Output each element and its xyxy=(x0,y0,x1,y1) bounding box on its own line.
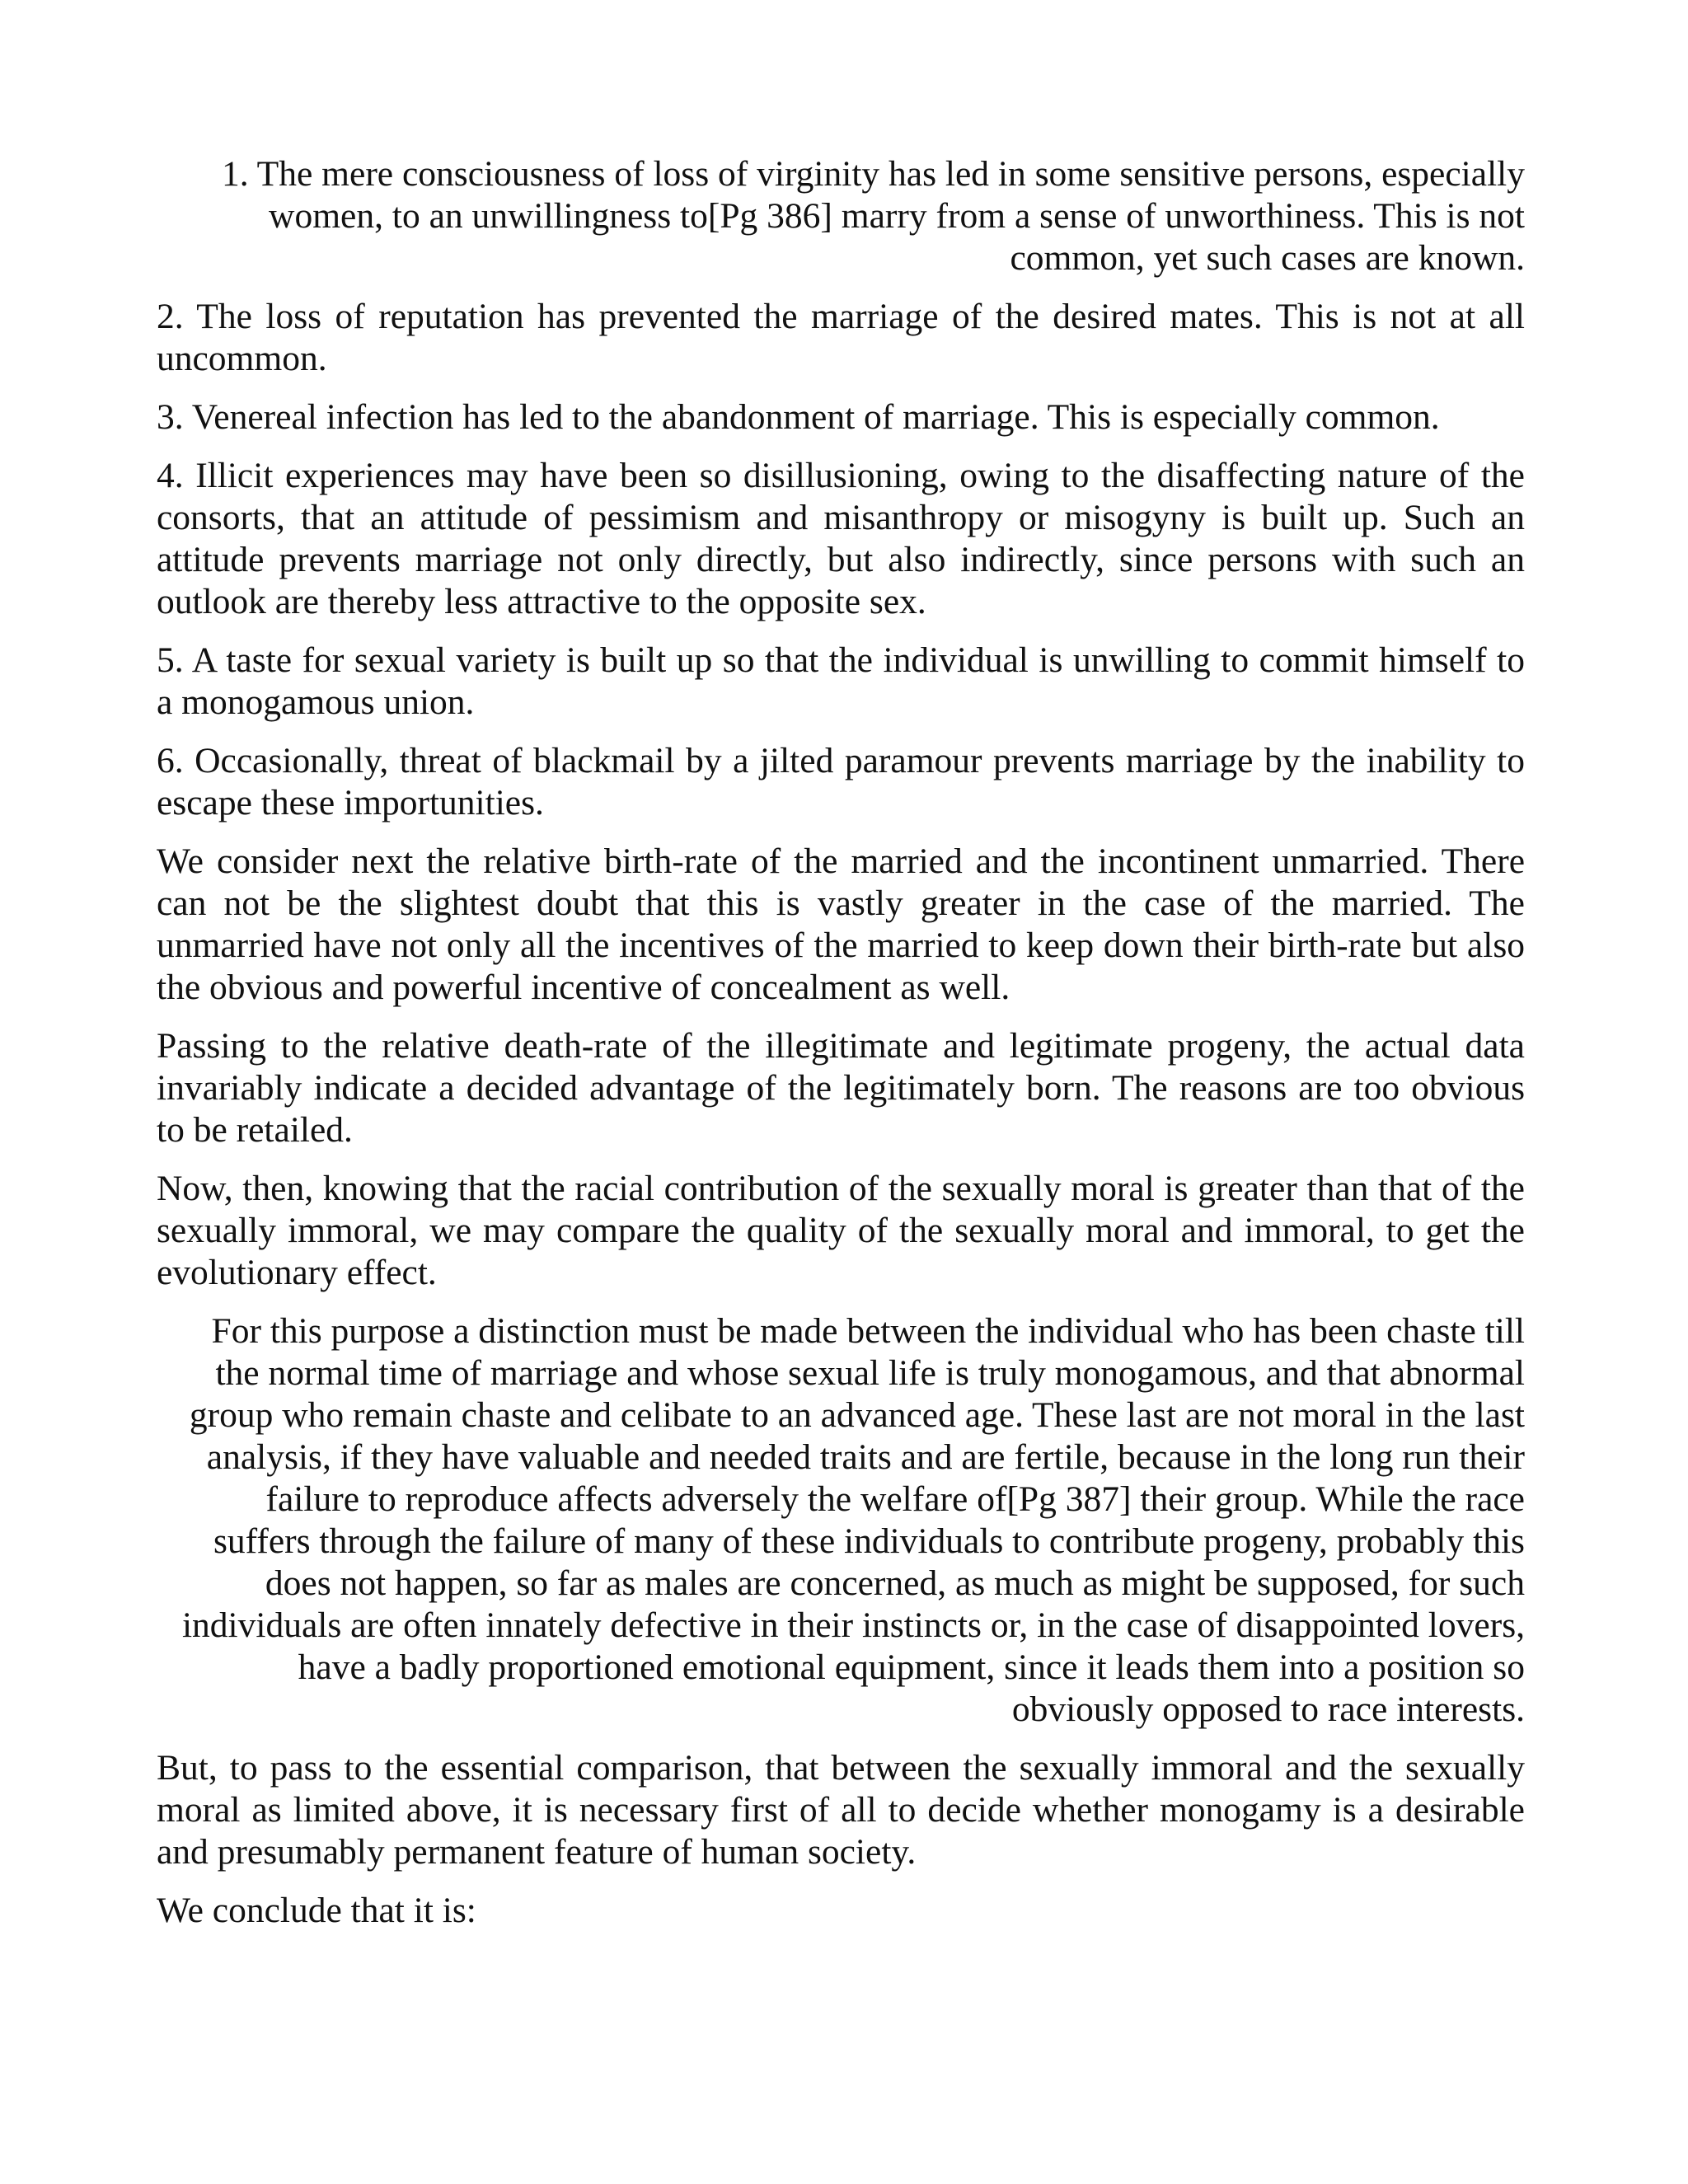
paragraph-death-rate: Passing to the relative death-rate of the illegitimate and legitimate progeny, the actual data invariably indicate a decided advantage of the legitimately born. The reasons are too obvious to be retailed. xyxy=(157,1026,1525,1150)
paragraph-reason-6: 6. Occasionally, threat of blackmail by a jilted paramour prevents marriage by the inability to escape these importunities. xyxy=(157,741,1525,823)
paragraph-reason-1: 1. The mere consciousness of loss of virginity has led in some sensitive persons, especially women, to an unwillingness to[Pg 386] marry from a sense of unworthiness. This is not common, yet such cases are known. xyxy=(221,154,1525,278)
paragraph-reason-2: 2. The loss of reputation has prevented the marriage of the desired mates. This is not at all uncommon. xyxy=(157,297,1525,378)
paragraph-chaste-distinction: For this purpose a distinction must be made between the individual who has been chaste till the normal time of marriage and whose sexual life is truly monogamous, and that abnormal group who remain chaste and celibate to an advanced age. These last are not moral in the last analysis, if they have valuable and needed traits and are fertile, because in the long run their failure to reproduce affects adversely the welfare of[Pg 387] their group. While the race suffers through the failure of many of these individuals to contribute progeny, probably this does not happen, so far as males are concerned, as much as might be supposed, for such individuals are often innately defective in their instincts or, in the case of disappointed lovers, have a badly proportioned emotional equipment, since it leads them into a position so obviously opposed to race interests. xyxy=(181,1311,1525,1729)
document-page xyxy=(157,153,1525,1932)
paragraph-reason-4: 4. Illicit experiences may have been so disillusioning, owing to the disaffecting nature of the consorts, that an attitude of pessimism and misanthropy or misogyny is built up. Such an attitude prevents marriage not only directly, but also indirectly, since persons with such an outlook are thereby less attractive to the opposite sex. xyxy=(157,456,1525,621)
paragraph-conclusion: We conclude that it is: xyxy=(157,1891,476,1930)
paragraph-quality-comparison: Now, then, knowing that the racial contribution of the sexually moral is greater than that of the sexually immoral, we may compare the quality of the sexually moral and immoral, to get the evolutionary effect. xyxy=(157,1169,1525,1292)
paragraph-reason-3: 3. Venereal infection has led to the abandonment of marriage. This is especially common. xyxy=(157,397,1440,437)
paragraph-reason-5: 5. A taste for sexual variety is built up so that the individual is unwilling to commit himself to a monogamous union. xyxy=(157,640,1525,722)
paragraph-birth-rate: We consider next the relative birth-rate of the married and the incontinent unmarried. There can not be the slightest doubt that this is vastly greater in the case of the married. The unmarried have not only all the incentives of the married to keep down their birth-rate but also the obvious and powerful incentive of concealment as well. xyxy=(157,841,1525,1007)
paragraph-essential-comparison: But, to pass to the essential comparison, that between the sexually immoral and the sexually moral as limited above, it is necessary first of all to decide whether monogamy is a desirable and presumably permanent feature of human society. xyxy=(157,1748,1525,1872)
